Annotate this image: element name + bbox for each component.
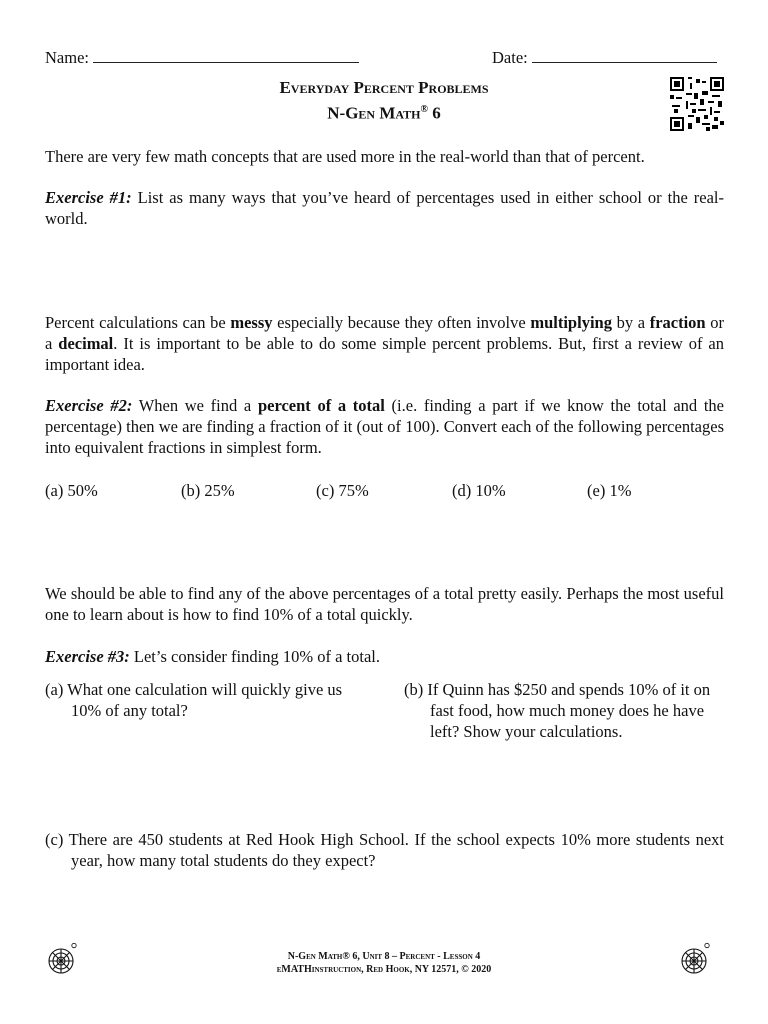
exercise-3c: (c) There are 450 students at Red Hook High School. If the school expects 10% more students next year, how many total students do they expect? xyxy=(45,830,724,870)
date-label: Date: xyxy=(492,48,528,67)
calc-text-1: Percent calculations can be xyxy=(45,313,231,332)
date-field[interactable] xyxy=(492,47,717,68)
name-label: Name: xyxy=(45,48,89,67)
footer-line-1: N-Gen Math® 6, Unit 8 – Percent - Lesson 4 xyxy=(287,951,481,962)
exercise-3 xyxy=(45,646,724,667)
calc-paragraph xyxy=(45,312,724,375)
exercise-3b: (b) If Quinn has $250 and spends 10% of it on fast food, how much money does he have left? Show your calculations. xyxy=(404,680,711,741)
registered-mark: ® xyxy=(420,104,428,115)
footer-line-2: eMATHinstruction, Red Hook, NY 12571, © 2020 xyxy=(276,964,492,975)
calc-bold-decimal: decimal xyxy=(58,334,114,353)
exercise-2-label: Exercise #2: xyxy=(45,396,133,415)
exercise-2 xyxy=(45,395,724,458)
calc-bold-multiplying: multiplying xyxy=(530,313,612,332)
calc-text-2: especially because they often involve xyxy=(272,313,531,332)
page-title: Everyday Percent Problems xyxy=(279,78,489,97)
exercise-3a: (a) What one calculation will quickly give us 10% of any total? xyxy=(45,680,343,720)
choice-e: (e) 1% xyxy=(587,481,632,500)
calc-text-4: or a xyxy=(45,313,724,353)
date-blank[interactable] xyxy=(532,47,717,63)
exercise-2-bold: percent of a total xyxy=(257,396,385,415)
choice-b: (b) 25% xyxy=(181,481,235,500)
exercise-1 xyxy=(45,187,724,229)
calc-bold-messy: messy xyxy=(230,313,273,332)
calc-bold-fraction: fraction xyxy=(649,313,706,332)
page-subtitle xyxy=(0,99,768,124)
name-blank[interactable] xyxy=(93,47,359,63)
exercise-3-text: Let’s consider finding 10% of a total. xyxy=(129,647,380,666)
subtitle-number: 6 xyxy=(427,103,441,123)
calc-text-3: by a xyxy=(611,313,650,332)
choice-d: (d) 10% xyxy=(452,481,506,500)
exercise-3-label: Exercise #3: xyxy=(45,647,130,666)
name-field[interactable] xyxy=(45,47,359,68)
choice-c: (c) 75% xyxy=(316,481,369,500)
intro-text: There are very few math concepts that are used more in the real-world than that of percent. xyxy=(45,147,645,166)
emath-web-logo-icon xyxy=(678,942,710,976)
exercise-1-label: Exercise #1: xyxy=(45,188,132,207)
calc-text-5: . It is important to be able to do some simple percent problems. But, first a review of an important idea. xyxy=(45,334,724,374)
exercise-1-text: List as many ways that you’ve heard of percentages used in either school or the real-world. xyxy=(45,188,724,228)
ten-percent-paragraph: We should be able to find any of the above percentages of a total pretty easily. Perhaps the most useful one to learn about is how to find 10% of a total quickly. xyxy=(45,584,724,624)
exercise-2-text-2: (i.e. finding a part if we know the total and the percentage) then we are finding a fraction of it (out of 100). Convert each of the following percentages into equivalent fractions in simplest form. xyxy=(45,396,724,457)
choice-a: (a) 50% xyxy=(45,481,98,500)
subtitle-text: N-Gen Math xyxy=(327,103,421,123)
exercise-2-text-1: When we find a xyxy=(132,396,258,415)
qr-code-icon xyxy=(670,77,724,131)
